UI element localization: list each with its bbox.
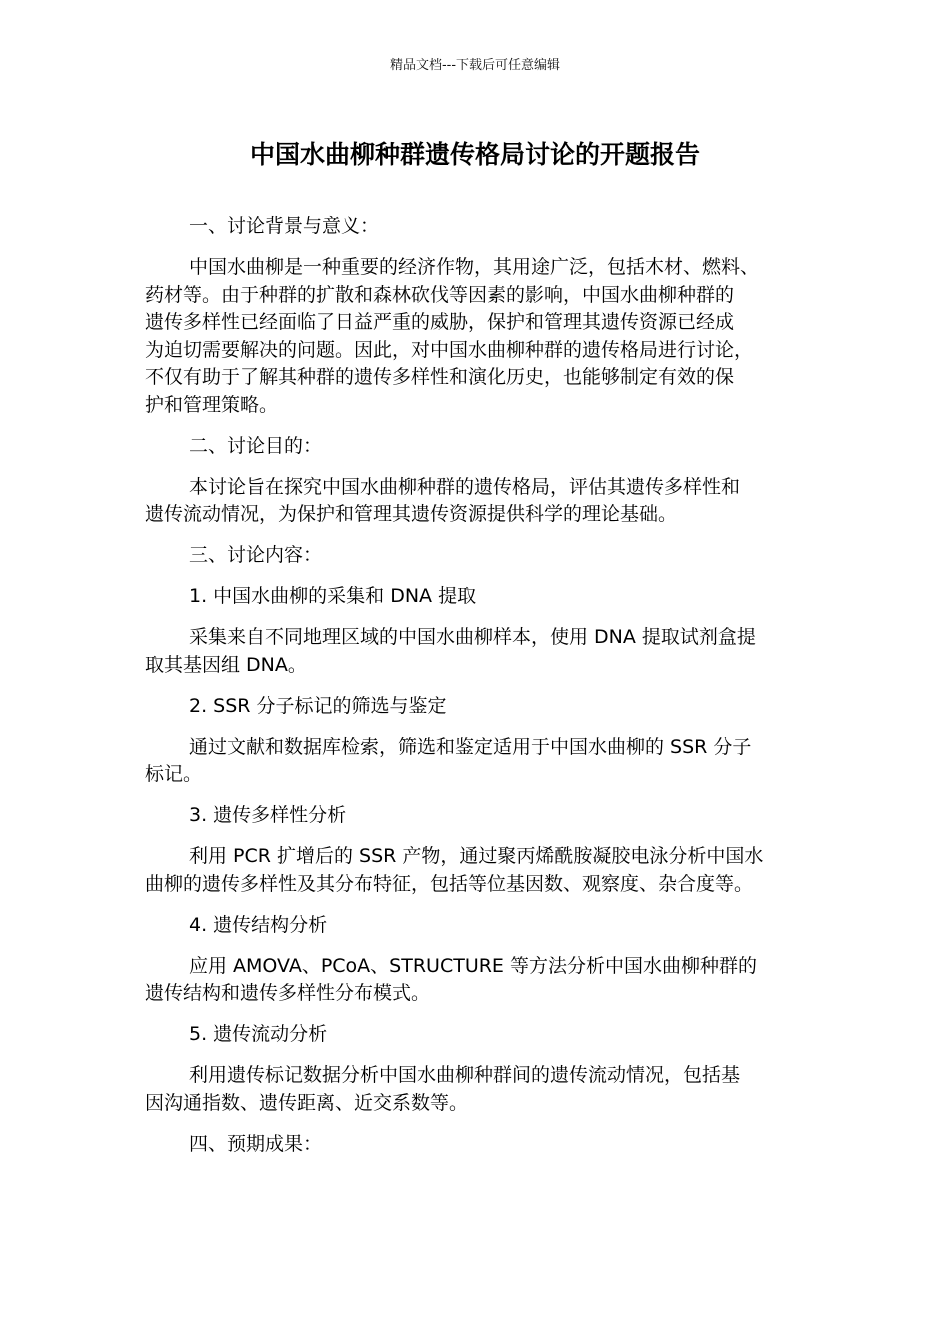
text-line: 遗传结构和遗传多样性分布模式。	[145, 982, 431, 1004]
subheading-ssr	[145, 693, 809, 721]
text-line: 应用 AMOVA、PCoA、STRUCTURE 等方法分析中国水曲柳种群的	[189, 954, 757, 977]
text-line: 遗传多样性已经面临了日益严重的威胁，保护和管理其遗传资源已经成	[145, 311, 735, 333]
text-line: 三、讨论内容：	[189, 544, 323, 566]
paragraph-purpose	[145, 474, 809, 529]
text-line: 曲柳的遗传多样性及其分布特征，包括等位基因数、观察度、杂合度等。	[145, 872, 754, 895]
document-body	[145, 213, 809, 1172]
paragraph-ssr	[145, 734, 809, 789]
paragraph-sampling	[145, 624, 809, 679]
subheading-sampling	[145, 583, 809, 611]
paragraph-gene-flow	[145, 1062, 809, 1117]
paragraph-diversity	[145, 843, 809, 898]
section-heading-outcomes	[145, 1131, 809, 1159]
text-line: 标记。	[145, 763, 203, 785]
section-heading-content	[145, 542, 809, 570]
text-line: 四、预期成果：	[189, 1132, 323, 1155]
subheading-gene-flow	[145, 1021, 809, 1049]
text-line: 药材等。由于种群的扩散和森林砍伐等因素的影响，中国水曲柳种群的	[145, 283, 735, 306]
section-heading-background	[145, 213, 809, 241]
header-note: 精品文档---下载后可任意编辑	[389, 58, 561, 73]
text-line: 3. 遗传多样性分析	[189, 804, 347, 826]
text-line: 护和管理策略。	[145, 393, 279, 416]
text-line: 采集来自不同地理区域的中国水曲柳样本，使用 DNA 提取试剂盒提	[189, 626, 756, 648]
text-line: 通过文献和数据库检索，筛选和鉴定适用于中国水曲柳的 SSR 分子	[189, 735, 752, 758]
text-line: 4. 遗传结构分析	[189, 913, 328, 936]
text-line: 利用 PCR 扩增后的 SSR 产物，通过聚丙烯酰胺凝胶电泳分析中国水	[189, 845, 764, 867]
text-line: 中国水曲柳是一种重要的经济作物，其用途广泛，包括木材、燃料、	[189, 256, 760, 278]
text-line: 遗传流动情况，为保护和管理其遗传资源提供科学的理论基础。	[145, 503, 678, 525]
text-line: 2. SSR 分子标记的筛选与鉴定	[189, 694, 447, 717]
paragraph-background	[145, 254, 809, 419]
text-line: 取其基因组 DNA。	[145, 653, 307, 676]
section-heading-purpose	[145, 433, 809, 461]
paragraph-structure	[145, 953, 809, 1008]
text-line: 因沟通指数、遗传距离、近交系数等。	[145, 1091, 469, 1114]
text-line: 5. 遗传流动分析	[189, 1023, 328, 1045]
subheading-diversity	[145, 802, 809, 830]
document-title: 中国水曲柳种群遗传格局讨论的开题报告	[249, 140, 700, 169]
text-line: 二、讨论目的：	[189, 434, 323, 457]
text-line: 利用遗传标记数据分析中国水曲柳种群间的遗传流动情况，包括基	[189, 1064, 741, 1086]
text-line: 1. 中国水曲柳的采集和 DNA 提取	[189, 585, 477, 607]
text-line: 不仅有助于了解其种群的遗传多样性和演化历史，也能够制定有效的保	[145, 366, 735, 388]
text-line: 一、讨论背景与意义：	[189, 215, 380, 237]
text-line: 本讨论旨在探究中国水曲柳种群的遗传格局，评估其遗传多样性和	[189, 475, 741, 498]
subheading-structure	[145, 912, 809, 940]
text-line: 为迫切需要解决的问题。因此，对中国水曲柳种群的遗传格局进行讨论，	[145, 338, 754, 361]
